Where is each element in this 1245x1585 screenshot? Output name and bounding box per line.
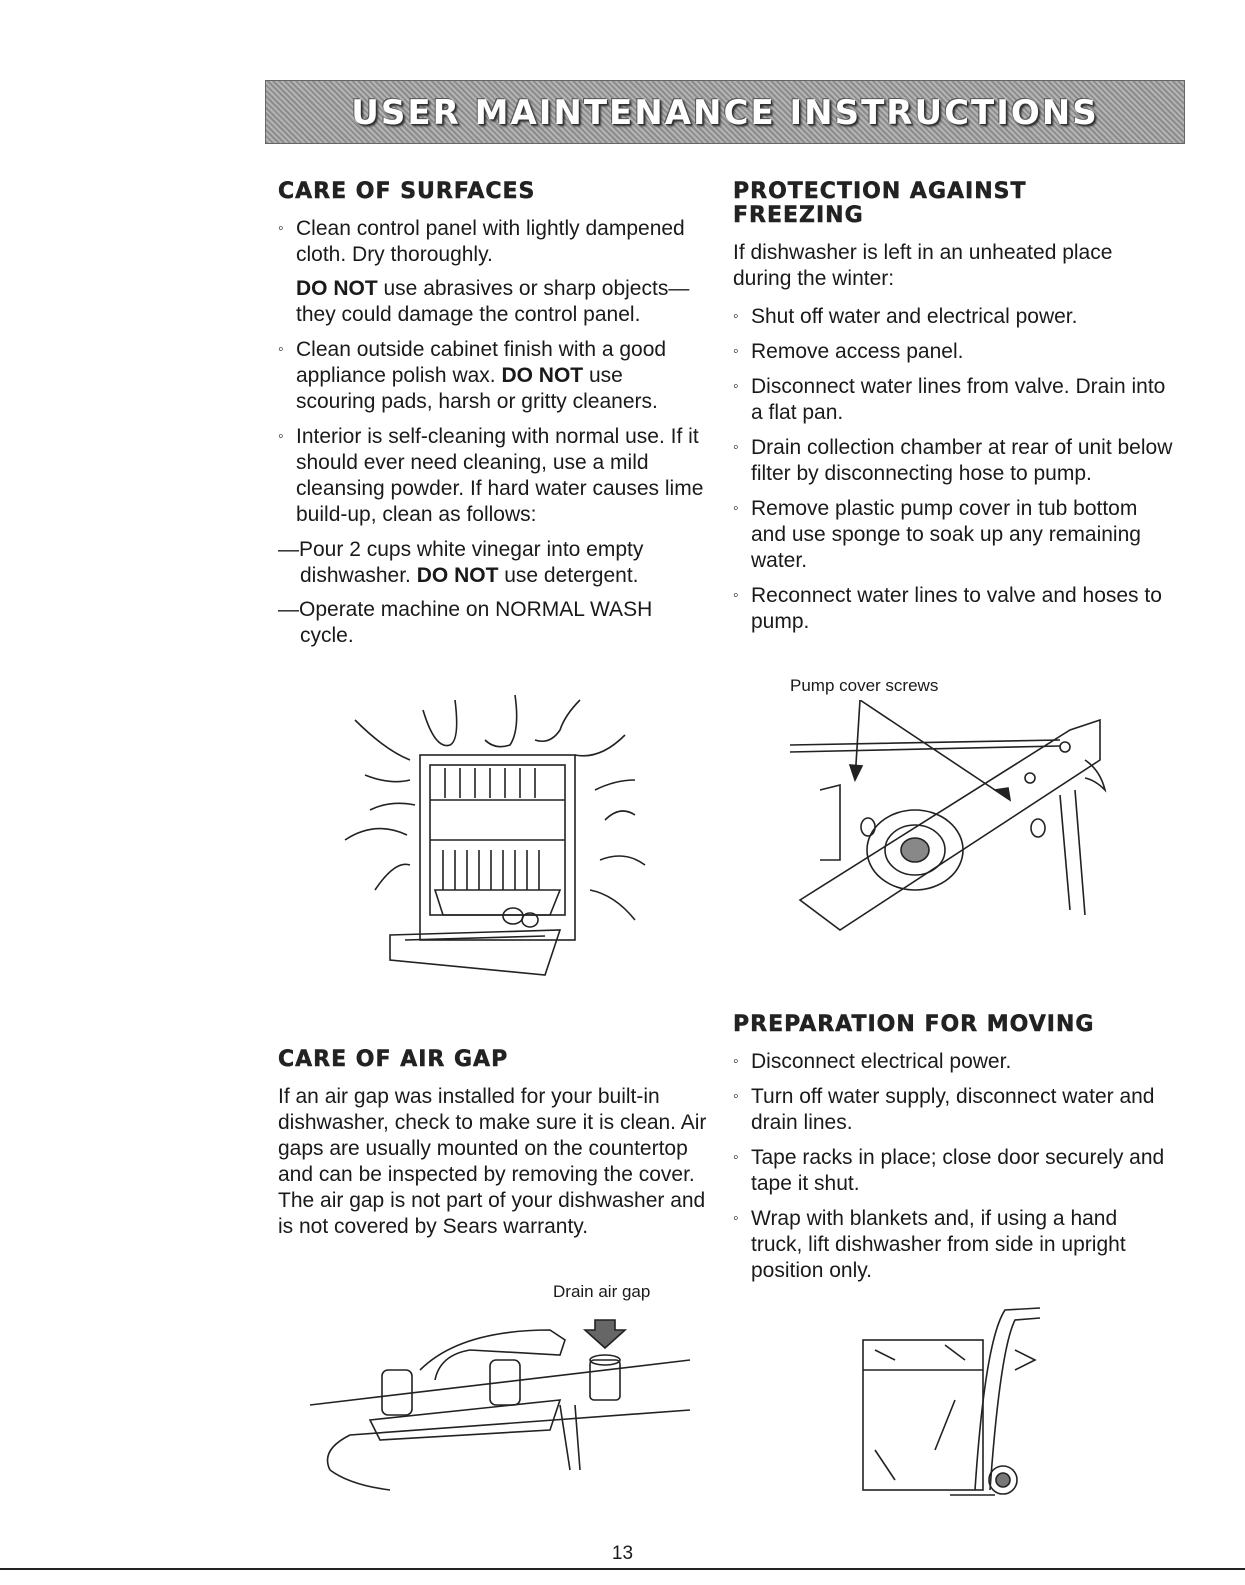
step-text: use detergent. — [498, 564, 639, 587]
page-bottom-rule — [0, 1568, 1245, 1570]
bold-warning: DO NOT — [416, 564, 499, 587]
care-of-air-gap-heading: CARE OF AIR GAP — [278, 1047, 509, 1072]
step-text: —Pour 2 cups white vinegar into empty dishwasher. — [278, 538, 644, 587]
list-item: ◦ Wrap with blankets and, if using a hand truck, lift dishwasher from side in upright position only. — [733, 1206, 1173, 1284]
freezing-intro: If dishwasher is left in an unheated place during the winter: — [733, 241, 1113, 290]
list-item: ◦ Drain collection chamber at rear of unit below filter by disconnecting hose to pump. — [733, 435, 1173, 487]
air-gap-text: If an air gap was installed for your built-in dishwasher, check to make sure it is clean. Air gaps are usually mounted on the countertop and can be inspected by removing the cover. The air gap is not part of your dishwasher and is not covered by Sears warranty. — [278, 1085, 707, 1238]
list-item-note — [296, 276, 708, 328]
list-item: ◦ Tape racks in place; close door securely and tape it shut. — [733, 1145, 1173, 1197]
list-item-text: use scouring pads, harsh or gritty cleaners. — [296, 364, 658, 413]
dash-step: —Operate machine on NORMAL WASH cycle. — [278, 598, 653, 647]
list-item-text: Clean outside cabinet finish with a good appliance polish wax. — [296, 338, 667, 387]
hand-truck-illustration — [855, 1300, 1055, 1505]
header-banner — [265, 80, 1185, 144]
freezing-heading-line1: PROTECTION AGAINST — [733, 179, 1027, 204]
dishwasher-illustration — [335, 690, 695, 990]
page-number: 13 — [611, 1543, 634, 1564]
list-item — [278, 337, 708, 415]
moving-steps-list — [733, 1049, 1173, 1284]
faucet-air-gap-illustration — [310, 1310, 710, 1505]
drain-air-gap-caption: Drain air gap — [553, 1282, 651, 1301]
freezing-steps-list — [733, 304, 1173, 635]
freezing-heading-line2: FREEZING — [733, 203, 864, 228]
pump-cover-screws-caption: Pump cover screws — [790, 676, 939, 695]
care-of-surfaces-list — [278, 216, 708, 528]
list-item: ◦ Remove access panel. — [733, 339, 1173, 365]
care-of-air-gap-section — [278, 1048, 718, 1240]
list-item: ◦ Turn off water supply, disconnect water and drain lines. — [733, 1084, 1173, 1136]
preparation-for-moving-section — [733, 1013, 1173, 1293]
list-item-text: Clean control panel with lightly dampened cloth. Dry thoroughly. — [296, 217, 685, 266]
list-item: ◦ Disconnect water lines from valve. Drain into a flat pan. — [733, 374, 1173, 426]
list-item — [278, 216, 708, 328]
list-item — [278, 424, 708, 528]
list-item-text: use abrasives or sharp objects—they could damage the control panel. — [296, 277, 690, 326]
bold-warning: DO NOT — [501, 364, 584, 387]
moving-heading: PREPARATION FOR MOVING — [733, 1012, 1095, 1037]
list-item: ◦ Reconnect water lines to valve and hoses to pump. — [733, 583, 1173, 635]
page-title: USER MAINTENANCE INSTRUCTIONS — [351, 93, 1099, 133]
list-item: ◦ Disconnect electrical power. — [733, 1049, 1173, 1075]
list-item-text: Interior is self-cleaning with normal use. If it should ever need cleaning, use a mild cleansing powder. If hard water causes lime build-up, clean as follows: — [296, 425, 704, 526]
bold-warning: DO NOT — [296, 277, 378, 300]
care-of-surfaces-heading: CARE OF SURFACES — [278, 179, 536, 204]
dash-step — [278, 537, 708, 589]
pump-cover-illustration — [780, 700, 1110, 950]
list-item: ◦ Shut off water and electrical power. — [733, 304, 1173, 330]
protection-against-freezing-section — [733, 180, 1173, 644]
care-of-surfaces-section — [278, 180, 708, 657]
list-item: ◦ Remove plastic pump cover in tub bottom and use sponge to soak up any remaining water. — [733, 496, 1173, 574]
